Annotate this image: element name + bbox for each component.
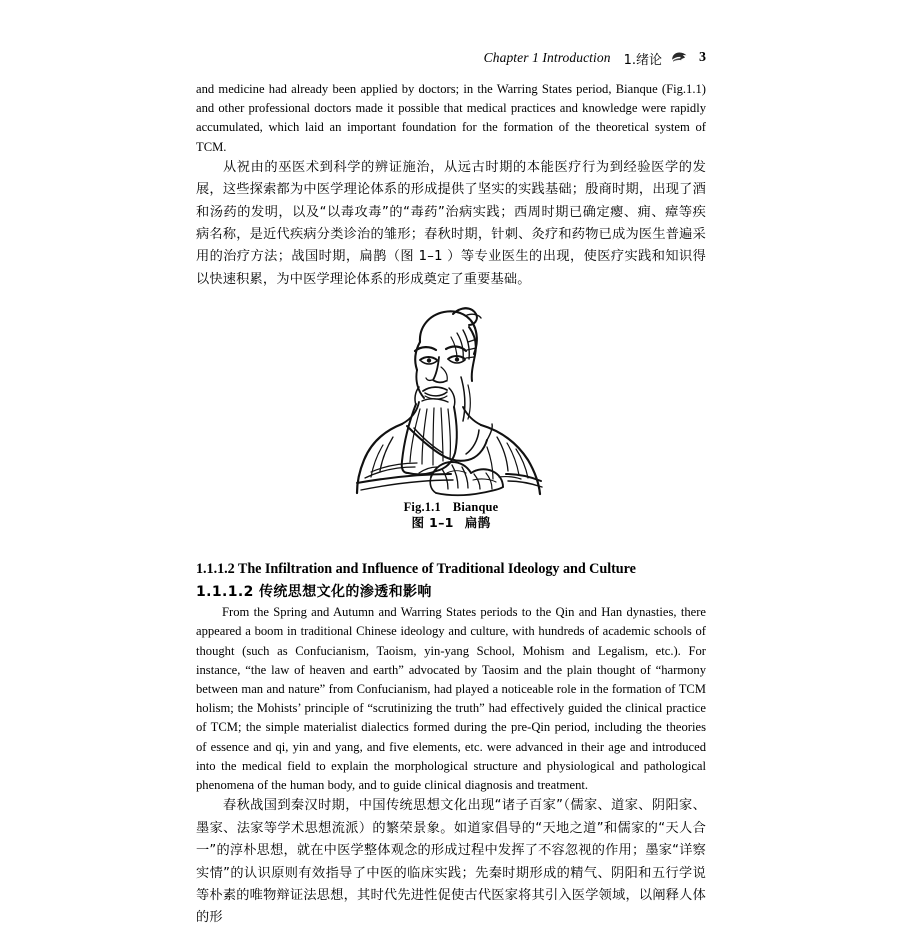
figure-bianque bbox=[196, 297, 706, 531]
figure-caption-title-en: Bianque bbox=[452, 500, 499, 515]
figure-caption-title-cn: 扁鹊 bbox=[464, 515, 491, 531]
section-heading-group bbox=[196, 559, 706, 603]
running-header bbox=[196, 48, 706, 68]
page-number: 3 bbox=[699, 50, 706, 65]
figure-caption-label-cn: 图 1–1 bbox=[411, 515, 454, 531]
paragraph-chinese-2: 春秋战国到秦汉时期，中国传统思想文化出现“诸子百家”（儒家、道家、阴阳家、墨家、法家等学术思想流派）的繁荣景象。如道家倡导的“天地之道”和儒家的“天人合一”的淳朴思想，就在中医学整体观念的形成过程中发挥了不容忽视的作用；墨家“详察实情”的认识原则有效指导了中医的临床实践；先秦时期形成的精气、阴阳和五行学说等朴素的唯物辩证法思想，其时代先进性促使古代医家将其引入医学领域，以阐释人体的形 bbox=[196, 798, 706, 926]
header-chapter-title-cn: 1.绪论 bbox=[623, 52, 662, 68]
header-chapter-title-en: Chapter 1 Introduction bbox=[483, 50, 611, 65]
right-arrow-icon bbox=[671, 51, 688, 65]
paragraph-english-continued: and medicine had already been applied by doctors; in the Warring States period, Bianque (Fig.1.1) and other professional doctors made it possible that medical practices and knowledge were rapidly accumulated, which laid an important foundation for the formation of the theoretical system of TCM. bbox=[196, 82, 706, 154]
figure-caption-label-en: Fig.1.1 bbox=[403, 500, 441, 515]
paragraph-english-2: From the Spring and Autumn and Warring States periods to the Qin and Han dynasties, there appeared a boom in traditional Chinese ideology and culture, with hundreds of academic schools of thought (such as Confucianism, Taoism, yin-yang School, Mohism and Legalism, etc.). For instance, “the law of heaven and earth” advocated by Taosim and the plain thought of “harmony between man and nature” from Confucianism, had played a noticeable role in the formation of TCM holism; the Mohists’ principle of “scrutinizing the truth” had effectively guided the clinical practice of TCM; the simple materialist dialectics formed during the pre-Qin period, including the theories of essence and qi, yin and yang, and five elements, etc. were advanced in their age and introduced into the medical field to explain the morphological structure and physiological and pathological phenomena of the human body, and to guide clinical diagnosis and treatment. bbox=[196, 605, 706, 793]
bianque-portrait-line-art bbox=[301, 297, 601, 497]
paragraph-chinese-1: 从祝由的巫医术到科学的辨证施治，从远古时期的本能医疗行为到经验医学的发展，这些探索都为中医学理论体系的形成提供了坚实的实践基础；殷商时期，出现了酒和汤药的发明，以及“以毒攻毒”的“毒药”治病实践；西周时期已确定瘿、痈、瘴等疾病名称，是近代疾病分类诊治的雏形；春秋时期，针刺、灸疗和药物已成为医生普遍采用的治疗方法；战国时期，扁鹊（图 1–1 ）等专业医生的出现，使医疗实践和知识得以快速积累，为中医学理论体系的形成奠定了重要基础。 bbox=[196, 159, 706, 287]
figure-caption bbox=[196, 499, 706, 531]
section-heading-cn: 1.1.1.2 传统思想文化的渗透和影响 bbox=[196, 584, 432, 601]
section-heading-en: 1.1.1.2 The Infiltration and Influence of Traditional Ideology and Culture bbox=[196, 561, 636, 578]
text-column bbox=[196, 80, 706, 930]
